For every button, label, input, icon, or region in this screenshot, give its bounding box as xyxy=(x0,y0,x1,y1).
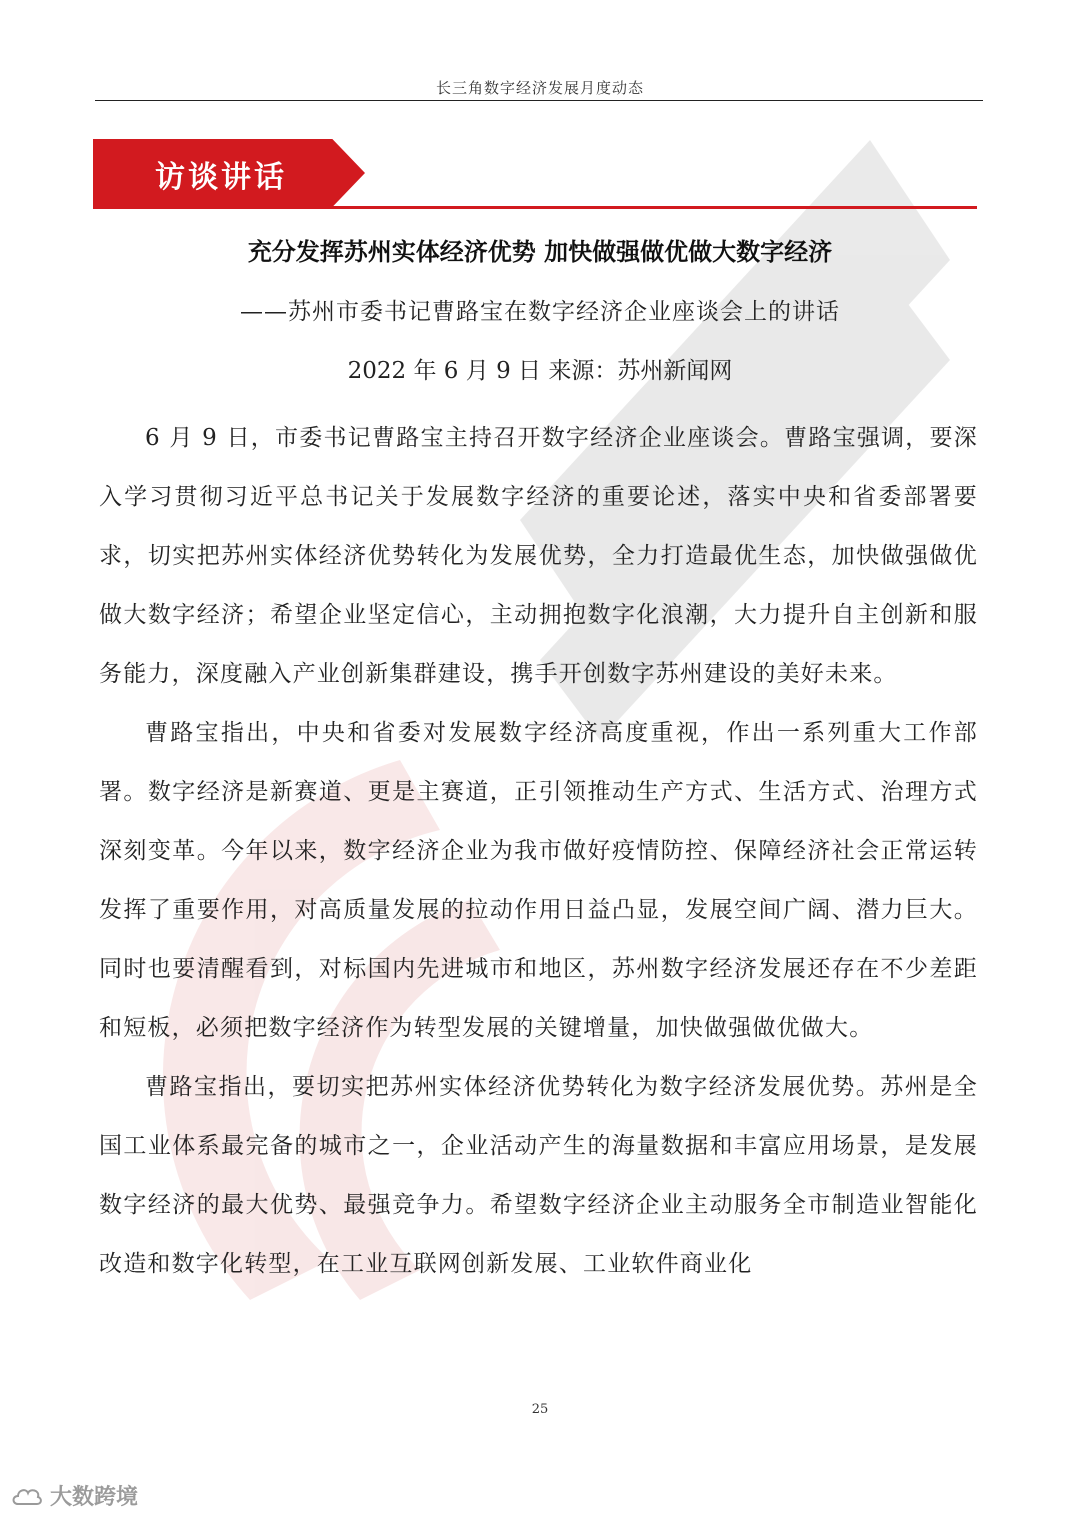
paragraph: 曹路宝指出，要切实把苏州实体经济优势转化为数字经济发展优势。苏州是全国工业体系最完备的城市之一，企业活动产生的海量数据和丰富应用场景，是发展数字经济的最大优势、最强竞争力。希望数字经济企业主动服务全市制造业智能化改造和数字化转型，在工业互联网创新发展、工业软件商业化 xyxy=(99,1074,978,1277)
article-body xyxy=(99,409,978,1294)
page-number: 25 xyxy=(531,1402,549,1417)
footer-brand-label: 大数跨境 xyxy=(50,1485,139,1510)
section-banner-label: 访谈讲话 xyxy=(155,160,287,195)
article-meta: 2022 年 6 月 9 日 来源：苏州新闻网 xyxy=(347,358,733,384)
footer-brand xyxy=(10,1480,138,1511)
article-title: 充分发挥苏州实体经济优势 加快做强做优做大数字经济 xyxy=(247,238,833,266)
header-divider xyxy=(95,100,983,101)
cloud-logo-icon xyxy=(10,1484,44,1508)
article-subtitle: ——苏州市委书记曹路宝在数字经济企业座谈会上的讲话 xyxy=(240,299,840,325)
running-header: 长三角数字经济发展月度动态 xyxy=(435,79,644,97)
section-banner-rule xyxy=(93,206,977,209)
paragraph: 曹路宝指出，中央和省委对发展数字经济高度重视，作出一系列重大工作部署。数字经济是新赛道、更是主赛道，正引领推动生产方式、生活方式、治理方式深刻变革。今年以来，数字经济企业为我市做好疫情防控、保障经济社会正常运转发挥了重要作用，对高质量发展的拉动作用日益凸显，发展空间广阔、潜力巨大。同时也要清醒看到，对标国内先进城市和地区，苏州数字经济发展还存在不少差距和短板，必须把数字经济作为转型发展的关键增量，加快做强做优做大。 xyxy=(99,720,978,1041)
paragraph: 6 月 9 日，市委书记曹路宝主持召开数字经济企业座谈会。曹路宝强调，要深入学习贯彻习近平总书记关于发展数字经济的重要论述，落实中央和省委部署要求，切实把苏州实体经济优势转化为发展优势，全力打造最优生态，加快做强做优做大数字经济；希望企业坚定信心，主动拥抱数字化浪潮，大力提升自主创新和服务能力，深度融入产业创新集群建设，携手开创数字苏州建设的美好未来。 xyxy=(99,425,978,687)
